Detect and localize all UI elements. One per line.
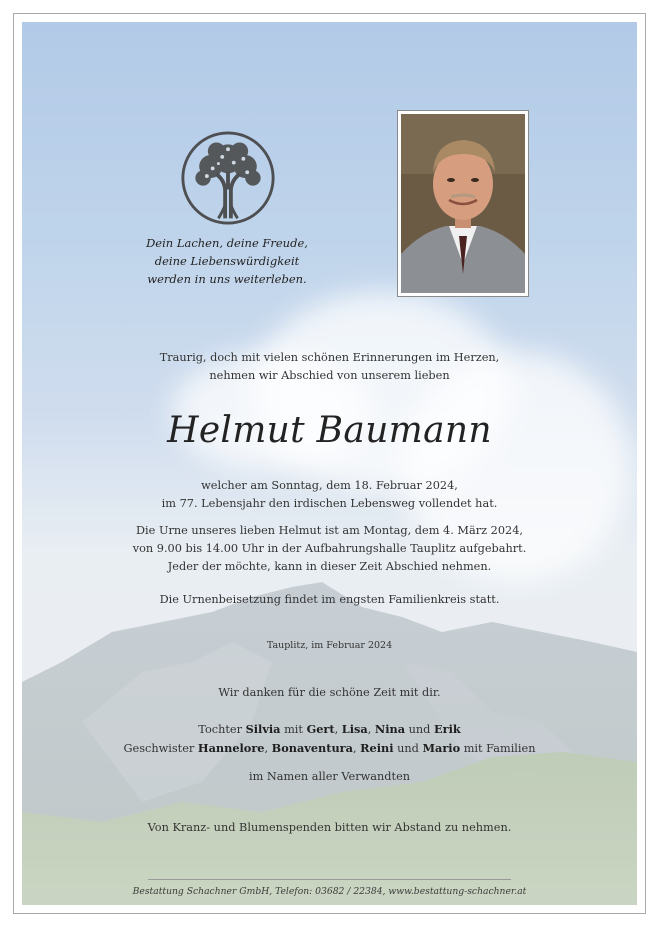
flowers-notice: Von Kranz- und Blumenspenden bitten wir Abstand zu nehmen. bbox=[147, 821, 512, 834]
family-text: mit Familien bbox=[463, 742, 536, 755]
family-line-daughter bbox=[22, 720, 637, 739]
deceased-name: Helmut Baumann bbox=[167, 410, 492, 451]
obituary-frame bbox=[13, 13, 646, 914]
intro-line: nehmen wir Abschied von unserem lieben bbox=[209, 369, 450, 382]
family-separator: , bbox=[352, 742, 357, 755]
quote-line: werden in uns weiterleben. bbox=[147, 272, 307, 286]
family-member: Mario bbox=[422, 741, 461, 755]
urn-line: Die Urne unseres lieben Helmut ist am Montag, dem 4. März 2024, bbox=[136, 524, 523, 537]
family-member: Bonaventura bbox=[271, 741, 353, 755]
memorial-quote bbox=[117, 234, 337, 288]
urn-viewing-notice bbox=[22, 522, 637, 576]
place-date: Tauplitz, im Februar 2024 bbox=[266, 640, 393, 651]
death-line: im 77. Lebensjahr den irdischen Lebensweg vollendet hat. bbox=[161, 497, 498, 510]
family-text: und bbox=[408, 723, 431, 736]
urn-line: Jeder der möchte, kann in dieser Zeit Abschied nehmen. bbox=[167, 560, 492, 573]
death-line: welcher am Sonntag, dem 18. Februar 2024, bbox=[201, 479, 458, 492]
urn-line: von 9.00 bis 14.00 Uhr in der Aufbahrungshalle Tauplitz aufgebahrt. bbox=[132, 542, 527, 555]
family-member: Erik bbox=[434, 722, 461, 736]
death-notice bbox=[22, 477, 637, 513]
family-text: mit bbox=[284, 723, 303, 736]
family-text: und bbox=[397, 742, 419, 755]
quote-line: deine Liebenswürdigkeit bbox=[154, 254, 300, 268]
footer-contact: Bestattung Schachner GmbH, Telefon: 03682 / 22384, www.bestattung-schachner.at bbox=[132, 886, 527, 897]
intro-text bbox=[22, 349, 637, 385]
thanks-text: Wir danken für die schöne Zeit mit dir. bbox=[218, 686, 441, 699]
family-list bbox=[22, 720, 637, 758]
family-line-siblings bbox=[22, 739, 637, 758]
tree-of-life-icon bbox=[180, 130, 276, 226]
family-member: Silvia bbox=[245, 722, 281, 736]
portrait-photo bbox=[397, 110, 529, 297]
intro-line: Traurig, doch mit vielen schönen Erinnerungen im Herzen, bbox=[159, 351, 500, 364]
burial-notice: Die Urnenbeisetzung findet im engsten Familienkreis statt. bbox=[159, 593, 500, 606]
family-separator: , bbox=[264, 742, 269, 755]
quote-line: Dein Lachen, deine Freude, bbox=[146, 236, 308, 250]
family-member: Reini bbox=[360, 741, 394, 755]
family-text: Geschwister bbox=[123, 742, 195, 755]
family-member: Hannelore bbox=[197, 741, 265, 755]
family-separator: , bbox=[334, 723, 339, 736]
relatives-text: im Namen aller Verwandten bbox=[248, 770, 411, 783]
family-member: Lisa bbox=[341, 722, 368, 736]
family-member: Nina bbox=[374, 722, 406, 736]
family-separator: , bbox=[367, 723, 372, 736]
family-member: Gert bbox=[306, 722, 335, 736]
family-text: Tochter bbox=[198, 723, 242, 736]
footer-divider bbox=[148, 879, 511, 880]
obituary-card bbox=[22, 22, 637, 905]
